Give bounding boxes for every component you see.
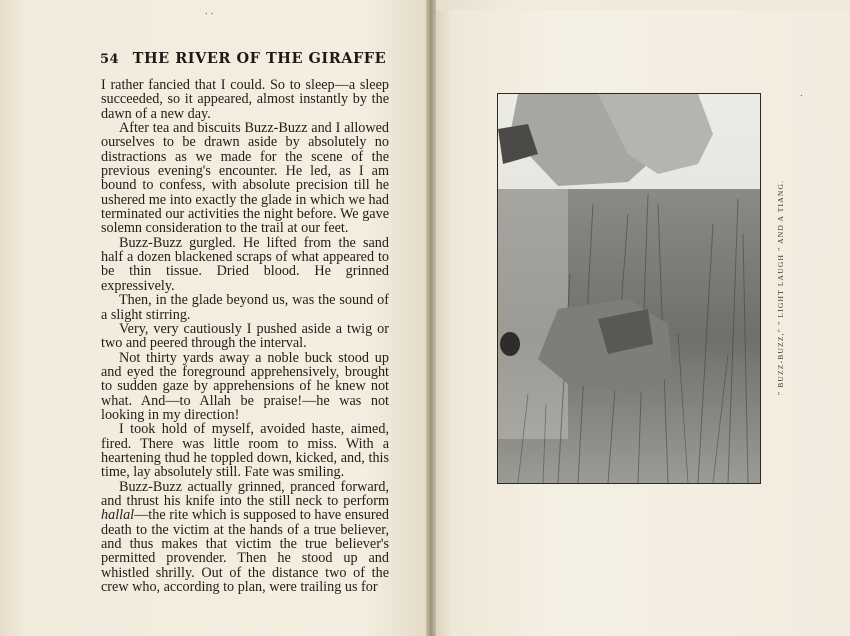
running-head-title: THE RIVER OF THE GIRAFFE — [132, 50, 387, 67]
italic-word: hallal — [101, 507, 135, 524]
plate-caption — [775, 93, 787, 482]
plate-caption-text: " BUZZ-BUZZ," " LIGHT LAUGH " AND A TIANG. — [776, 179, 786, 396]
page-number: 54 — [100, 52, 120, 67]
paragraph: I rather fancied that I could. So to sleep—a sleep succeeded, so it appeared, almost instantly by the dawn of a new day. — [101, 77, 389, 122]
book-gutter — [426, 0, 436, 636]
body-text — [101, 78, 389, 594]
paragraph — [101, 480, 389, 595]
photo-plate — [497, 93, 761, 484]
paragraph: Buzz-Buzz gurgled. He lifted from the sand half a dozen blackened scraps of what appeared to be thin tissue. Dried blood. He grinned expressively. — [101, 234, 389, 294]
photograph — [498, 94, 760, 483]
paragraph: Very, very cautiously I pushed aside a twig or two and peered through the interval. — [101, 320, 389, 352]
paragraph: After tea and biscuits Buzz-Buzz and I allowed ourselves to be drawn aside by absolutely no distractions as we made for the scene of the previous evening's encounter. He led, as I am bound to confess, with absolute precision till he ushered me into exactly the glade in which we had terminated our activities the night before. We gave solemn consideration to the trail at our feet. — [101, 120, 389, 237]
paragraph: Then, in the glade beyond us, was the sound of a slight stirring. — [101, 292, 389, 323]
page-speck: ⸱ ⸱ — [205, 9, 214, 20]
paragraph-text: —the rite which is supposed to have ensured death to the victim at the hands of a true believer, and thus makes that victim the true believer's permitted provender. Then he stood up and whistled shrilly. Out of the distance two of the crew who, according to plan, were trailing us for — [101, 507, 389, 596]
paragraph: I took hold of myself, avoided haste, aimed, fired. There was little room to miss. With a heartening thud he toppled down, kicked, and, this time, lay absolutely still. Fate was smiling. — [101, 421, 389, 481]
paragraph-text: Buzz-Buzz actually grinned, pranced forward, and thrust his knife into the still neck to perform — [101, 478, 389, 509]
paragraph: Not thirty yards away a noble buck stood up and eyed the foreground apprehensively, brought to sudden gaze by apprehensions of he knew not what. And—to Allah be praise!—he was not looking in my direction! — [101, 349, 389, 423]
running-header — [100, 50, 400, 67]
page-speck: ⸱ — [800, 91, 803, 102]
